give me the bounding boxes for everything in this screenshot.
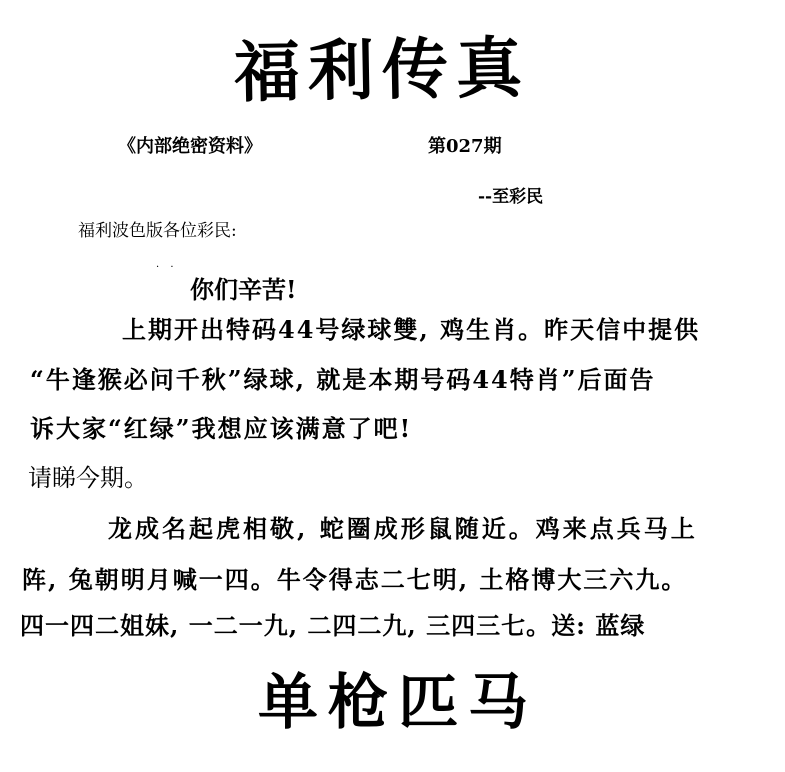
letter-line-6: 龙成名起虎相敬, 蛇圈成形鼠随近。鸡来点兵马上 bbox=[108, 514, 698, 543]
footer-big-text: 单枪匹马 bbox=[258, 668, 538, 738]
letter-greeting: 福利波色版各位彩民: bbox=[78, 221, 237, 241]
page-title: 福利传真 bbox=[233, 28, 531, 112]
decorative-dots: · · bbox=[156, 262, 178, 273]
letter-line-3: “牛逢猴必问千秋”绿球, 就是本期号码44特肖”后面告 bbox=[30, 365, 656, 394]
letter-line-7: 阵, 兔朝明月喊一四。牛令得志二七明, 土格博大三六九。 bbox=[22, 565, 688, 594]
letter-line-4: 诉大家“红绿”我想应该满意了吧! bbox=[30, 414, 413, 443]
author-line: --至彩民 bbox=[478, 187, 544, 207]
letter-line-2: 上期开出特码44号绿球雙, 鸡生肖。昨天信中提供 bbox=[122, 315, 701, 344]
letter-line-8: 四一四二姐妹, 一二一九, 二四二九, 三四三七。送: 蓝绿 bbox=[20, 611, 646, 640]
issue-number: 第027期 bbox=[428, 136, 502, 157]
document-subtitle: 《内部绝密资料》 bbox=[118, 136, 262, 157]
letter-line-5: 请睇今期。 bbox=[28, 464, 148, 492]
letter-line-1: 你们辛苦! bbox=[190, 275, 297, 304]
